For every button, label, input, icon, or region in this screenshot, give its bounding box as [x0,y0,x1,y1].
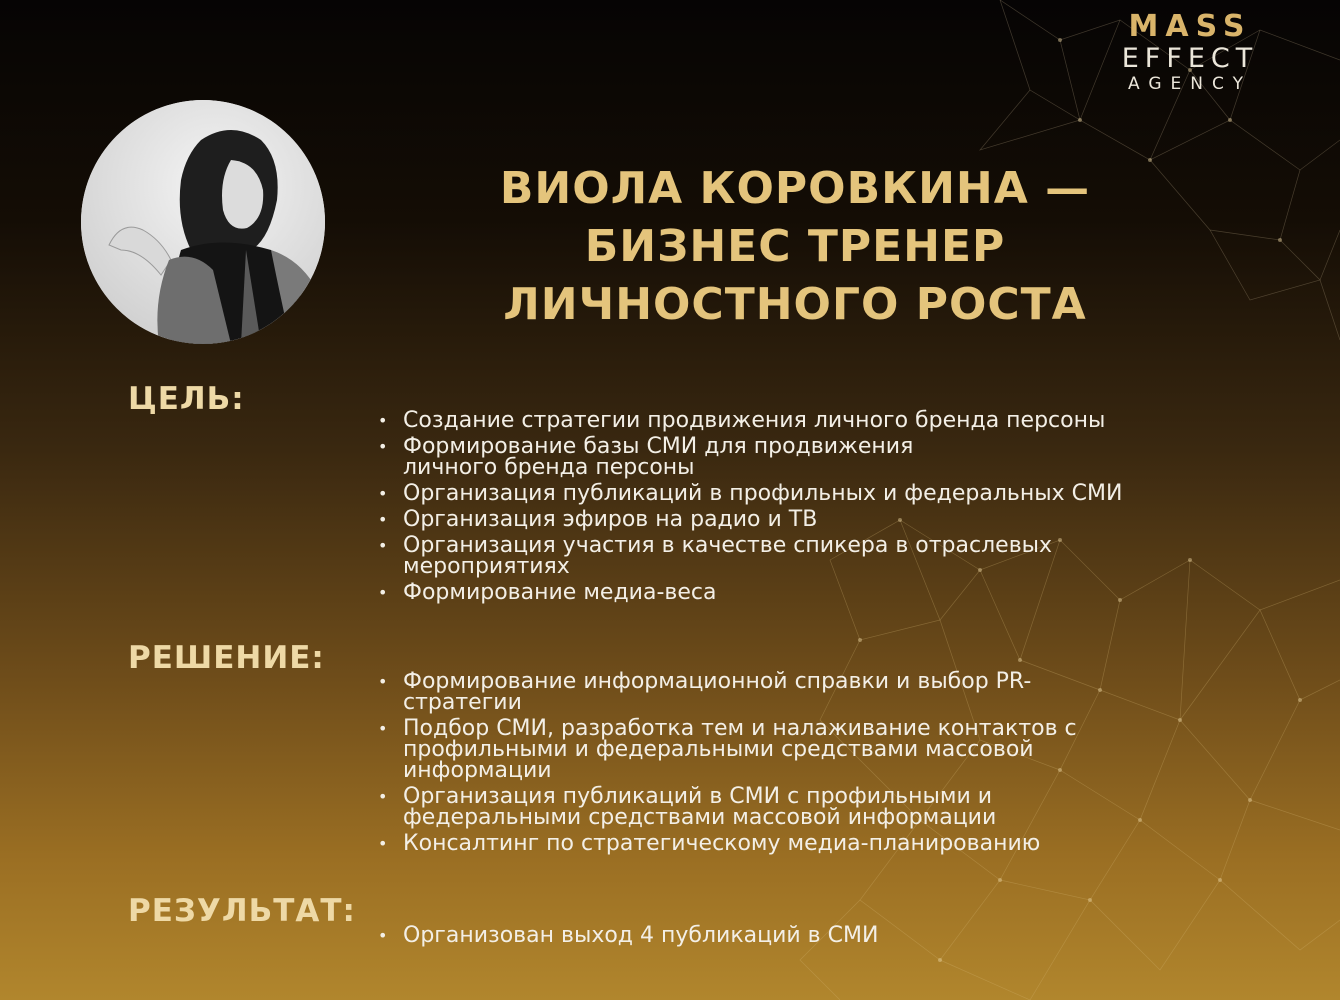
title-line-1: ВИОЛА КОРОВКИНА — [499,163,1091,214]
result-list [378,925,1278,951]
logo-line-2: EFFECT [1121,43,1259,74]
list-item-text: Формирование информационной справки и выбор PR- [403,669,1032,694]
title-line-2: БИЗНЕС ТРЕНЕР [584,221,1006,272]
list-item [378,786,1278,828]
bullet-icon: • [378,719,388,738]
list-item [378,436,1278,478]
list-item-text: Организация эфиров на радио и ТВ [403,507,818,532]
list-item-text: Подбор СМИ, разработка тем и налаживание контактов с [403,716,1077,741]
goal-heading: ЦЕЛЬ: [128,381,245,417]
list-item-text: Формирование базы СМИ для продвижения [403,434,914,459]
list-item-text: Организация публикаций в СМИ с профильными и [403,784,993,809]
list-item [378,509,1278,530]
list-item [378,718,1278,781]
bullet-icon: • [378,411,388,430]
list-item-text: информации [403,758,552,783]
list-item [378,833,1278,854]
logo-line-3: AGENCY [1128,74,1252,94]
list-item-text: федеральными средствами массовой информации [403,805,997,830]
list-item-text: Организация участия в качестве спикера в отраслевых [403,533,1053,558]
list-item [378,535,1278,577]
bullet-icon: • [378,437,388,456]
list-item-text: мероприятиях [403,554,570,579]
list-item-text: Организация публикаций в профильных и федеральных СМИ [403,481,1123,506]
portrait-illustration [81,100,325,344]
portrait-photo [81,100,325,344]
title-line-3: ЛИЧНОСТНОГО РОСТА [503,279,1087,330]
list-item-text: Консалтинг по стратегическому медиа-планированию [403,831,1041,856]
page-title [400,160,1190,334]
bullet-icon: • [378,787,388,806]
list-item-text: Формирование медиа-веса [403,580,717,605]
bullet-icon: • [378,834,388,853]
list-item [378,410,1278,431]
list-item-text: профильными и федеральными средствами массовой [403,737,1034,762]
bullet-icon: • [378,484,388,503]
list-item-text: Организован выход 4 публикаций в СМИ [403,923,879,948]
agency-logo [1120,10,1260,94]
bullet-icon: • [378,583,388,602]
list-item [378,925,1278,946]
list-item [378,671,1278,713]
bullet-icon: • [378,672,388,691]
list-item-text: Создание стратегии продвижения личного бренда персоны [403,408,1106,433]
solution-heading: РЕШЕНИЕ: [128,640,325,676]
bullet-icon: • [378,926,388,945]
list-item-text: стратегии [403,690,522,715]
list-item-text: личного бренда персоны [403,455,695,480]
logo-line-1: MASS [1128,9,1252,44]
bullet-icon: • [378,510,388,529]
goal-list [378,410,1278,608]
bullet-icon: • [378,536,388,555]
result-heading: РЕЗУЛЬТАТ: [128,893,356,929]
solution-list [378,671,1278,859]
list-item [378,582,1278,603]
list-item [378,483,1278,504]
